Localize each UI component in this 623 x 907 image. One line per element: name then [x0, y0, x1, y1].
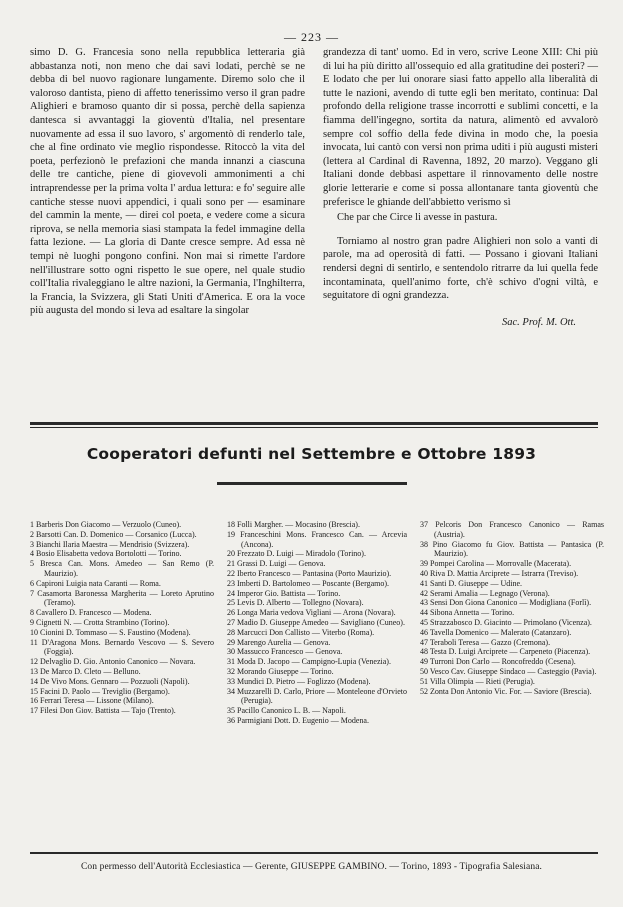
list-item: 31 Moda D. Jacopo — Campigno-Lupia (Venezia). [227, 657, 391, 667]
list-item: 26 Longa Maria vedova Vigliani — Arona (Novara). [227, 608, 396, 618]
list-item: 45 Strazzabosco D. Giacinto — Primolano (Vicenza). [420, 617, 592, 627]
list-item: 40 Riva D. Mattia Arciprete — Istrarra (Treviso). [420, 568, 579, 578]
list-item: 12 Delvaglio D. Gio. Antonio Canonico — Novara. [30, 657, 196, 667]
list-item: 41 Santi D. Giuseppe — Udine. [420, 578, 522, 588]
list-item: 15 Facini D. Paolo — Treviglio (Bergamo). [30, 686, 170, 696]
list-item: 47 Teraboli Teresa — Gazzo (Cremona). [420, 637, 551, 647]
list-item: 38 Pino Giacomo fu Giov. Battista — Pantasica (P. Maurizio). [420, 539, 604, 559]
list-item: 44 Sibona Annetta — Torino. [420, 608, 515, 618]
imprint-footer: Con permesso dell'Autorità Ecclesiastica — Gerente, GIUSEPPE GAMBINO. — Torino, 1893 - Tipografia Salesiana. [80, 862, 542, 872]
deceased-list [30, 520, 604, 726]
list-item: 36 Parmigiani Dott. D. Eugenio — Modena. [227, 715, 369, 725]
list-item: 29 Marengo Aurelia — Genova. [227, 637, 331, 647]
list-item: 37 Pelcoris Don Francesco Canonico — Ramas (Austria). [420, 520, 604, 539]
list-item: 20 Frezzato D. Luigi — Miradolo (Torino). [227, 549, 366, 559]
list-item: 35 Pacillo Canonico L. B. — Napoli. [227, 706, 346, 716]
deceased-column-2 [227, 520, 407, 726]
list-item: 52 Zonta Don Antonio Vic. For. — Saviore (Brescia). [420, 686, 592, 696]
section-title: Cooperatori defunti nel Settembre e Ottobre 1893 [86, 445, 537, 463]
footer-divider [30, 852, 598, 854]
list-item: 21 Grassi D. Luigi — Genova. [227, 559, 326, 569]
title-underline [217, 482, 407, 485]
left-column [30, 46, 305, 328]
list-item: 51 Villa Olimpia — Rieti (Perugia). [420, 676, 535, 686]
list-item: 11 D'Aragona Mons. Bernardo Vescovo — S. Severo (Foggia). [30, 637, 214, 657]
author-signature: Sac. Prof. M. Ott. [502, 316, 576, 328]
list-item: 24 Imperor Gio. Battista — Torino. [227, 588, 341, 598]
list-item: 6 Capironi Luigia nata Caranti — Roma. [30, 578, 161, 588]
list-item: 22 Iberto Francesco — Pantasina (Porto Maurizio). [227, 568, 392, 578]
section-divider [30, 422, 598, 428]
list-item: 16 Ferrari Teresa — Lissone (Milano). [30, 696, 154, 706]
list-item: 25 Levis D. Alberto — Tollegno (Novara). [227, 598, 364, 608]
list-item: 43 Sensi Don Giona Canonico — Modigliana (Forlì). [420, 598, 592, 608]
list-item: 46 Tavella Domenico — Malerato (Catanzaro). [420, 627, 572, 637]
list-item: 19 Franceschini Mons. Francesco Can. — Arcevia (Ancona). [227, 529, 407, 549]
left-column-text: simo D. G. Francesia sono nella repubblica letteraria già abbastanza noti, non meno che dai savi lodati, perchè se ne debba di bel nuovo ragionare lungamente. Diremo solo che il valoroso dantista, pieno di affetto tenerissimo verso il gran padre Alighieri e bramoso quanto dir si possa, perchè della sapienza dantesca si avvantaggi la gioventù d'Italia, nel presentare nuovamente ad essa il suo lavoro, s' argomentò di renderlo tale, che al fine ordinato vie meglio rispondesse. Ritoccò la vita del poeta, perfezionò le prefazioni che manda innanzi a ciascuna delle tre cantiche, piene di giovevoli ammonimenti a chi intraprendesse per la prima volta l' ardua lettura: e fo' seguire alle cantiche stesse nuovi appendici, i quali sono per — esaminare del cammin la mente, — direi col poeta, e vedere come a sicura riprova, se nella memoria siasi stampata la fedel immagine della fatta lezione. — La gloria di Dante cresce sempre. Ad essa nè tempi nè luoghi pongono confini. Non mai si rimette l'ardore nell'illustrare sotto ogni rispetto le sue opere, nel quale studio coll'Italia rivaleggiano le altre nazioni, la Germania, l'Inghilterra, la Francia, la Svizzera, gli Stati Uniti d'America. E ora la voce più augusta del mondo si leva ad esaltare la singolar [30, 47, 305, 317]
list-item: 13 De Marco D. Cleto — Belluno. [30, 666, 141, 676]
list-item: 8 Cavallero D. Francesco — Modena. [30, 608, 152, 618]
list-item: 33 Mundici D. Pietro — Foglizzo (Modena). [227, 676, 371, 686]
list-item: 39 Pompei Carolina — Morrovalle (Macerata). [420, 559, 572, 569]
list-item: 50 Vesco Cav. Giuseppe Sindaco — Casteggio (Pavia). [420, 666, 597, 676]
list-item: 30 Massucco Francesco — Genova. [227, 647, 343, 657]
list-item: 27 Madio D. Giuseppe Amedeo — Savigliano (Cuneo). [227, 617, 405, 627]
list-item: 34 Muzzarelli D. Carlo, Priore — Monteleone d'Orvieto (Perugia). [227, 686, 407, 706]
deceased-column-1 [30, 520, 214, 726]
list-item: 32 Morando Giuseppe — Torino. [227, 666, 334, 676]
list-item: 18 Folli Margher. — Mocasino (Brescia). [227, 520, 360, 529]
list-item: 4 Bosio Elisabetta vedova Bortolotti — Torino. [30, 549, 182, 559]
right-column-paragraph-1: grandezza di tant' uomo. Ed in vero, scrive Leone XIII: Chi più di lui ha più diritto all'ossequio ed alla gratitudine dei posteri? — E lodato che per lui onorare siasi fatto appello alla liberalità di tutte le nazioni, avendo di tutte egli ben meritato, continua: Dal profondo della religione trasse incorrotti e sublimi concetti, e la fiamma dell'ingegno, sortita da natura, alimentò ed avvalorò sempre col soffio della fede divina in modo che, la poesia invocata, lui cantò con versi non prima uditi i più augusti misteri (lettera al Cardinal di Ravenna, 1892, 20 marzo). Veggano gli Italiani donde debbasi aspettare il rinnovamento delle nostre glorie letterarie e come si possa allontanare tanta gioventù che preferisce le ghiande dell'abbietto verismo sì [323, 47, 598, 208]
list-item: 14 De Vivo Mons. Gennaro — Pozzuoli (Napoli). [30, 676, 190, 686]
list-item: 48 Testa D. Luigi Arciprete — Carpeneto (Piacenza). [420, 647, 591, 657]
list-item: 23 Imberti D. Bartolomeo — Poscante (Bergamo). [227, 578, 390, 588]
list-item: 1 Barberis Don Giacomo — Verzuolo (Cuneo). [30, 520, 182, 529]
page-number: — 223 — [284, 30, 339, 44]
article-body [30, 46, 598, 328]
list-item: 49 Turroni Don Carlo — Roncofreddo (Cesena). [420, 657, 576, 667]
right-column [323, 46, 598, 328]
list-item: 2 Barsotti Can. D. Domenico — Corsanico (Lucca). [30, 529, 197, 539]
list-item: 7 Casamorta Baronessa Margherita — Loreto Aprutino (Teramo). [30, 588, 214, 608]
list-item: 5 Bresca Can. Mons. Amedeo — San Remo (P. Maurizio). [30, 559, 214, 578]
list-item: 42 Serami Amalia — Legnago (Verona). [420, 588, 550, 598]
right-column-paragraph-2: Torniamo al nostro gran padre Alighieri non solo a vanti di parole, ma ad operosità di fatti. — Possano i giovani Italiani rendersi degni di sentirlo, e sentendolo ritrarre da lui quella fede incontaminata, quell'animo forte, ch'è schivo d'ogni viltà, e seguitatore di ogni grandezza. [323, 235, 598, 302]
list-item: 10 Cionini D. Tommaso — S. Faustino (Modena). [30, 627, 191, 637]
deceased-column-3 [420, 520, 604, 726]
list-item: 28 Marcucci Don Callisto — Viterbo (Roma). [227, 627, 375, 637]
list-item: 9 Cignetti N. — Crotta Strambino (Torino). [30, 617, 170, 627]
verse-quote: Che par che Circe li avesse in pastura. [337, 212, 498, 224]
list-item: 17 Filesi Don Giov. Battista — Tajo (Trento). [30, 706, 176, 716]
list-item: 3 Bianchi Ilaria Maestra — Mendrisio (Svizzera). [30, 539, 190, 549]
